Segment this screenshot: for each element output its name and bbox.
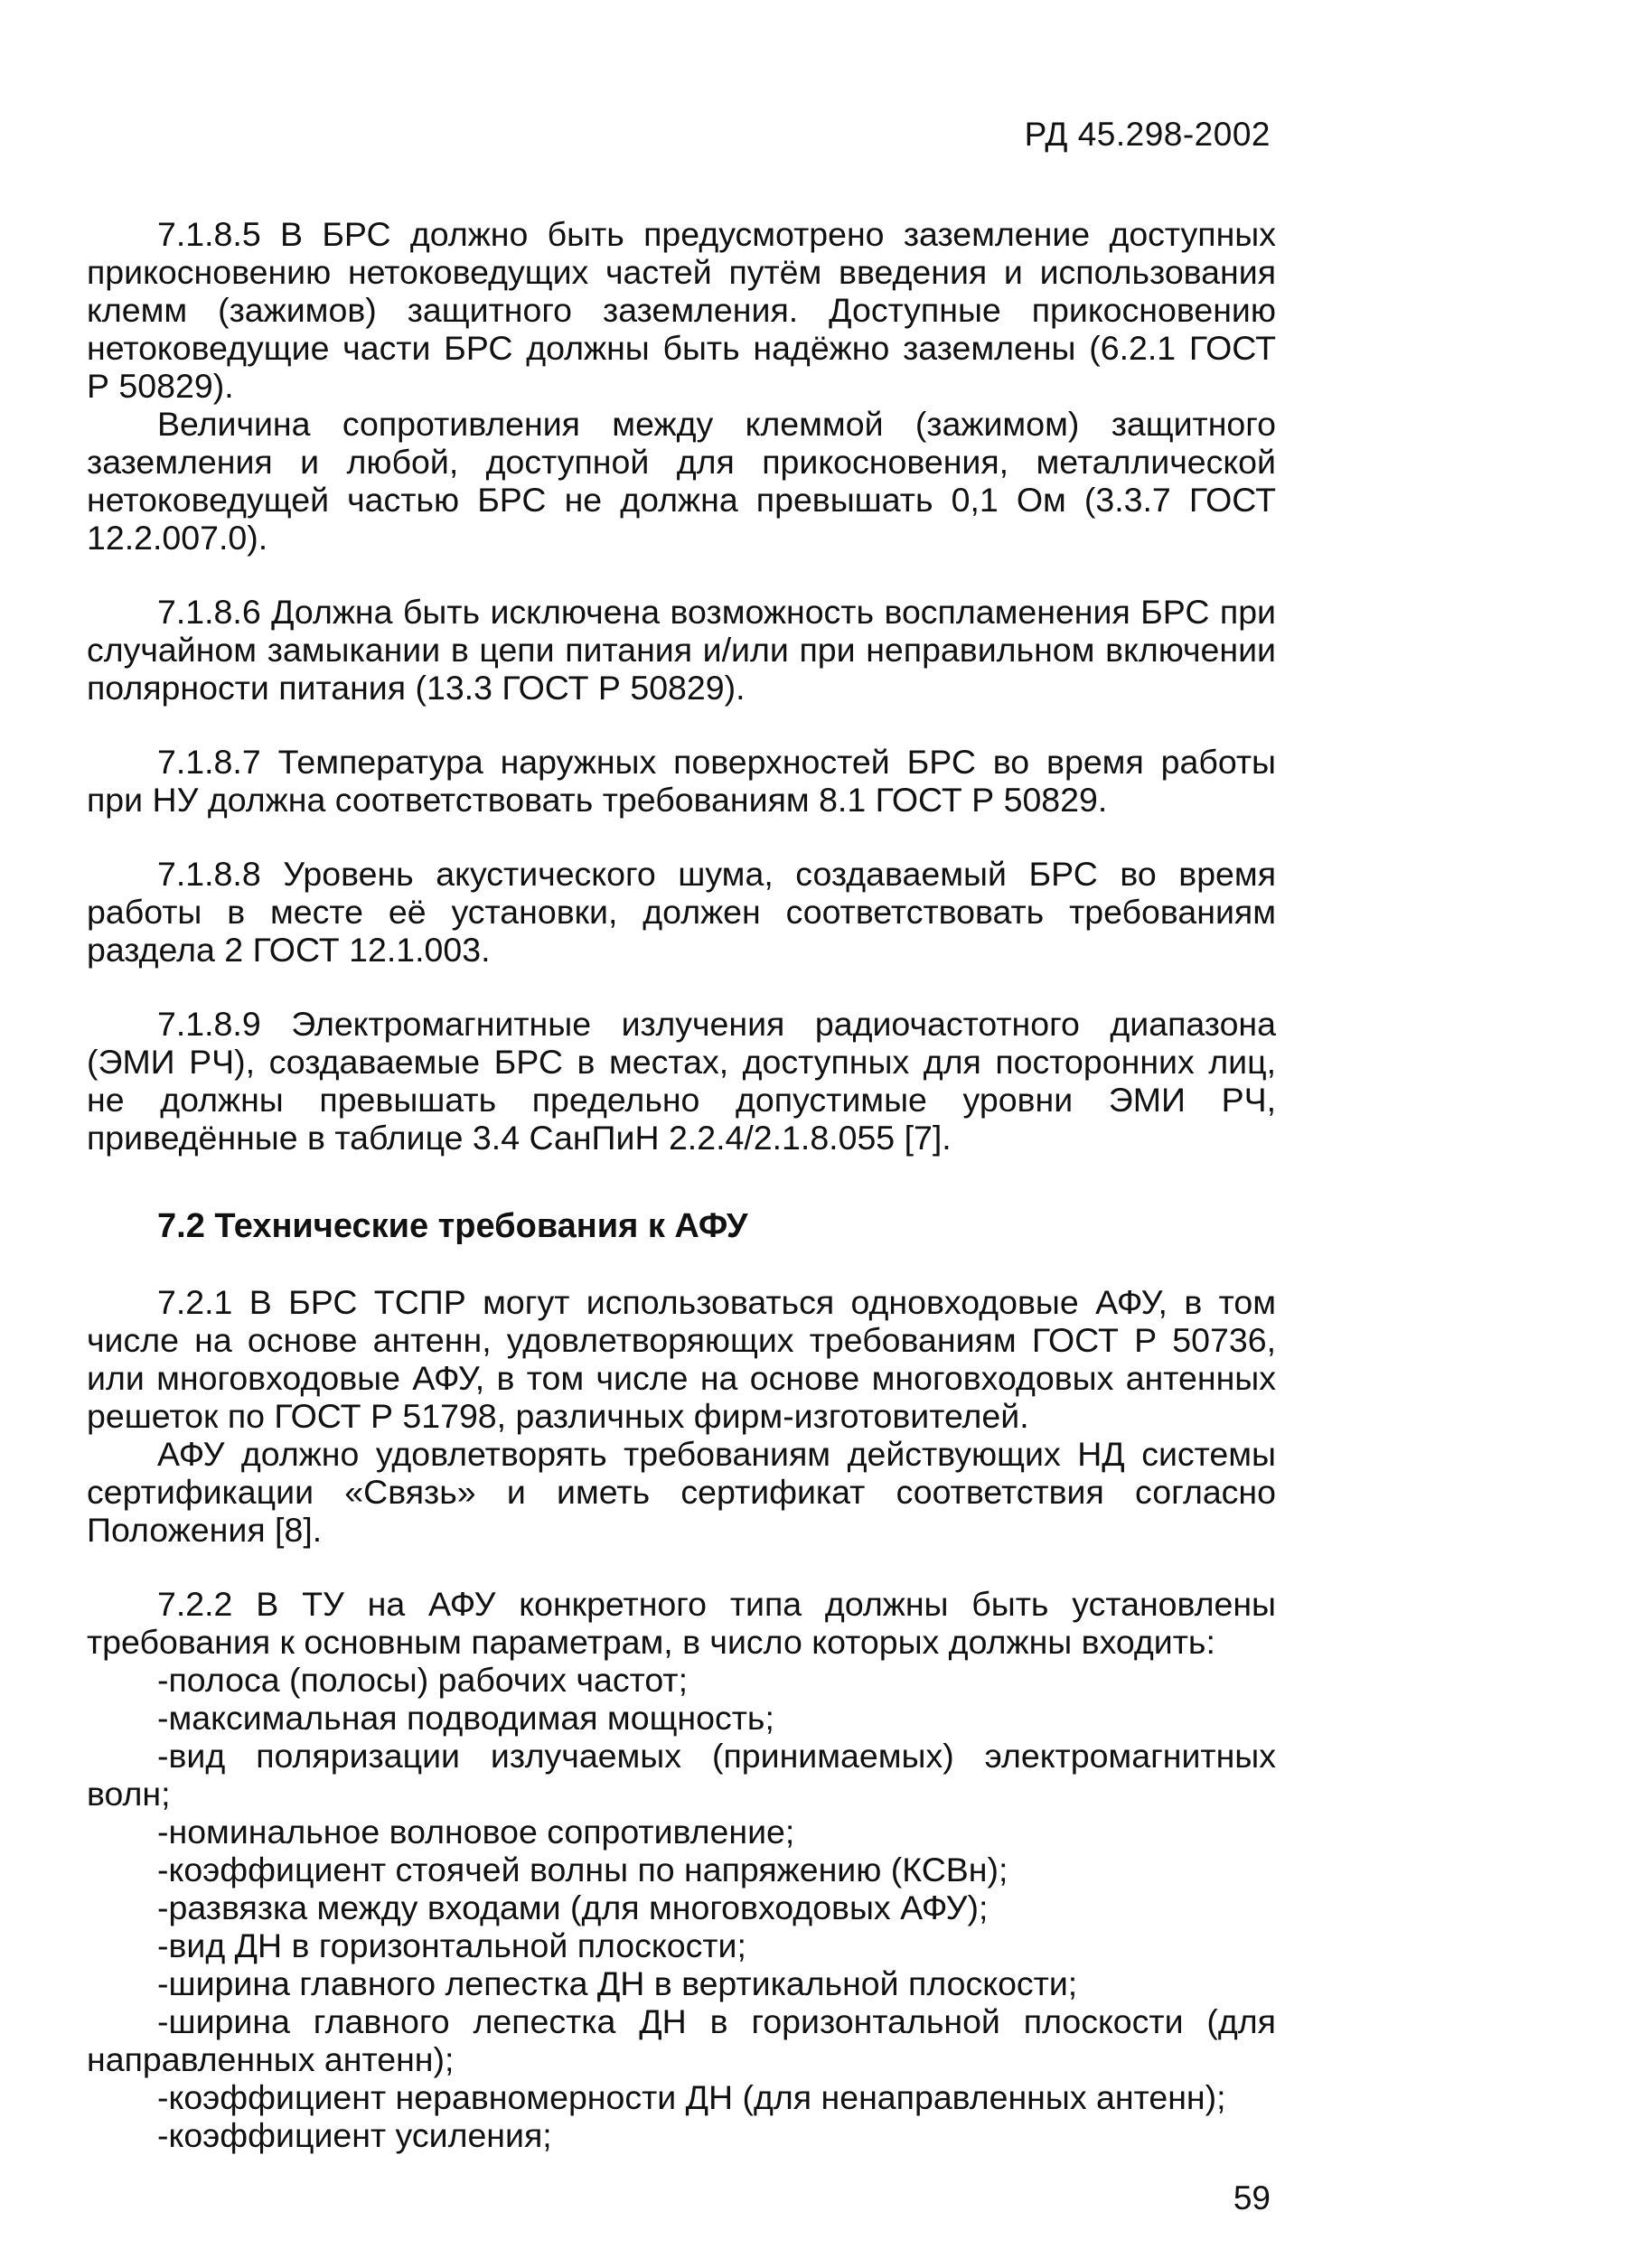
list-item: -коэффициент стоячей волны по напряжению (КСВн);	[157, 1851, 1008, 1888]
paragraph-7-1-8-8: 7.1.8.8 Уровень акустического шума, создаваемый БРС во время работы в месте её установки, должен соответствовать требованиям раздела 2 ГОСТ 12.1.003.	[87, 855, 1276, 969]
list-item: -вид ДН в горизонтальной плоскости;	[157, 1926, 746, 1964]
list-item: -развязка между входами (для многовходовых АФУ);	[157, 1888, 989, 1926]
list-item: -номинальное волновое сопротивление;	[157, 1813, 795, 1851]
page-body	[87, 215, 1276, 2154]
paragraph-7-1-8-9: 7.1.8.9 Электромагнитные излучения радиочастотного диапазона (ЭМИ РЧ), создаваемые БРС в местах, доступных для посторонних лиц, не должны превышать предельно допустимые уровни ЭМИ РЧ, приведённые в таблице 3.4 СанПиН 2.2.4/2.1.8.055 [7].	[87, 1005, 1276, 1157]
parameters-list	[87, 1661, 1276, 2154]
list-item: -вид поляризации излучаемых (принимаемых) электромагнитных волн;	[87, 1737, 1276, 1813]
list-item: -максимальная подводимая мощность;	[157, 1699, 774, 1737]
paragraph-certification: АФУ должно удовлетворять требованиям действующих НД системы сертификации «Связь» и иметь сертификат соответствия согласно Положения [8].	[87, 1435, 1276, 1549]
document-id-header: РД 45.298-2002	[1024, 116, 1271, 153]
list-item: -ширина главного лепестка ДН в вертикальной плоскости;	[157, 1964, 1078, 2002]
list-item: -коэффициент усиления;	[157, 2116, 552, 2154]
list-item: -ширина главного лепестка ДН в горизонтальной плоскости (для направленных антенн);	[87, 2002, 1276, 2078]
page-number: 59	[1233, 2179, 1271, 2216]
paragraph-resistance: Величина сопротивления между клеммой (зажимом) защитного заземления и любой, доступной для прикосновения, металлической нетоковедущей частью БРС не должна превышать 0,1 Ом (3.3.7 ГОСТ 12.2.007.0).	[87, 405, 1276, 557]
list-item: -полоса (полосы) рабочих частот;	[157, 1661, 688, 1699]
paragraph-7-1-8-5: 7.1.8.5 В БРС должно быть предусмотрено заземление доступных прикосновению нетоковедущих частей путём введения и использования клемм (зажимов) защитного заземления. Доступные прикосновению нетоковедущие части БРС должны быть надёжно заземлены (6.2.1 ГОСТ Р 50829).	[87, 215, 1276, 405]
section-heading-7-2: 7.2 Технические требования к АФУ	[157, 1207, 748, 1245]
paragraph-7-2-1: 7.2.1 В БРС ТСПР могут использоваться одновходовые АФУ, в том числе на основе антенн, удовлетворяющих требованиям ГОСТ Р 50736, или многовходовые АФУ, в том числе на основе многовходовых антенных решеток по ГОСТ Р 51798, различных фирм-изготовителей.	[87, 1283, 1276, 1435]
paragraph-7-1-8-7: 7.1.8.7 Температура наружных поверхностей БРС во время работы при НУ должна соответствовать требованиям 8.1 ГОСТ Р 50829.	[87, 743, 1276, 819]
list-item: -коэффициент неравномерности ДН (для ненаправленных антенн);	[157, 2078, 1226, 2116]
paragraph-7-1-8-6: 7.1.8.6 Должна быть исключена возможность воспламенения БРС при случайном замыкании в цепи питания и/или при неправильном включении полярности питания (13.3 ГОСТ Р 50829).	[87, 593, 1276, 707]
paragraph-7-2-2: 7.2.2 В ТУ на АФУ конкретного типа должны быть установлены требования к основным параметрам, в число которых должны входить:	[87, 1585, 1276, 1661]
